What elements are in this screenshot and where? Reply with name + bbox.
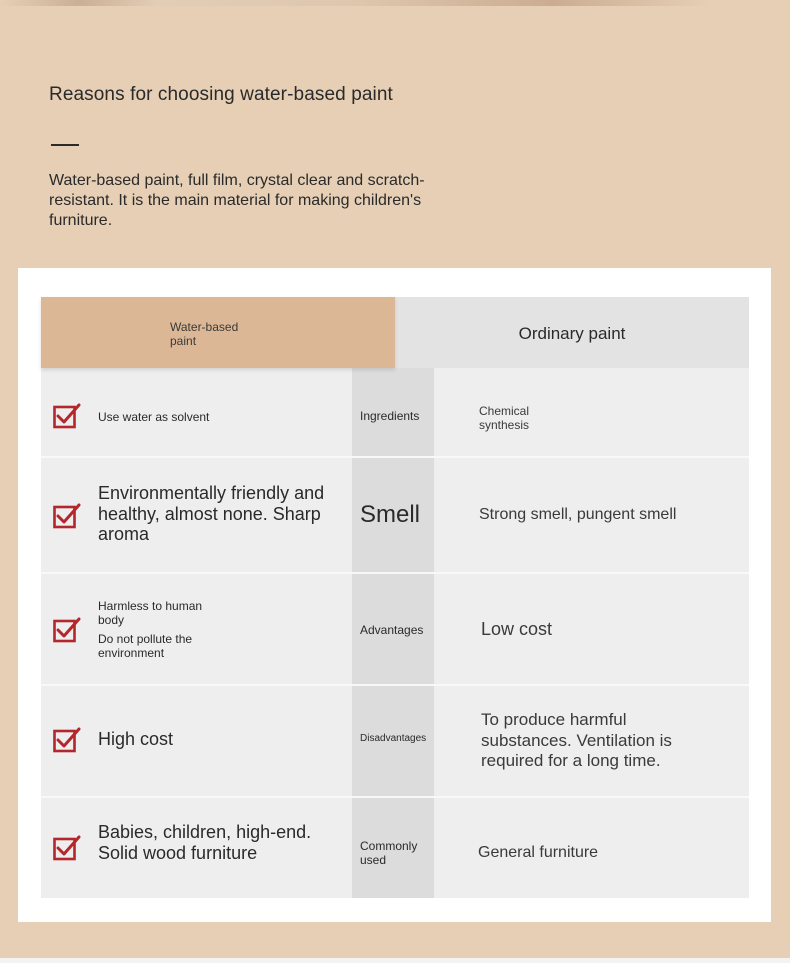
ordinary-cell: Strong smell, pungent smell — [479, 506, 677, 523]
table-row — [41, 574, 749, 686]
table-row — [41, 686, 749, 798]
water-based-cell: High cost — [98, 729, 174, 749]
water-based-cell-secondary: Do not pollute the environment — [98, 632, 193, 660]
checkbox-checked-icon — [53, 835, 81, 861]
water-based-cell: Harmless to human body — [98, 599, 203, 627]
table-row — [41, 458, 749, 574]
header-water-based — [41, 297, 395, 368]
table-row — [41, 798, 749, 898]
checkbox-checked-icon — [53, 403, 81, 429]
checkbox-checked-icon — [53, 727, 81, 753]
category-cell: Disadvantages — [360, 733, 427, 744]
category-cell: Smell — [360, 501, 421, 528]
ordinary-cell: General furniture — [478, 844, 599, 861]
checkbox-checked-icon — [53, 503, 81, 529]
water-based-cell: Environmentally friendly and healthy, almost none. Sharp aroma — [98, 483, 325, 544]
water-based-cell: Babies, children, high-end. Solid wood furniture — [98, 822, 312, 863]
category-cell: Advantages — [360, 623, 424, 637]
heading-divider — [51, 144, 79, 146]
category-cell: Ingredients — [360, 409, 420, 423]
table-row — [41, 368, 749, 458]
ordinary-cell: Chemical synthesis — [479, 404, 530, 432]
header-ordinary-paint — [395, 297, 749, 368]
checkbox-checked-icon — [53, 617, 81, 643]
header-ordinary-label: Ordinary paint — [518, 324, 626, 343]
page-heading: Reasons for choosing water-based paint — [49, 84, 393, 105]
ordinary-cell: To produce harmful substances. Ventilation is required for a long time. — [481, 710, 672, 770]
intro-text: Water-based paint, full film, crystal clear and scratch-resistant. It is the main material for making children's furniture. — [49, 172, 425, 229]
header-water-label: Water-based paint — [170, 320, 239, 348]
water-based-cell: Use water as solvent — [98, 410, 210, 424]
bottom-strip — [0, 958, 790, 963]
category-cell: Commonly used — [360, 839, 418, 867]
ordinary-cell: Low cost — [481, 619, 553, 639]
top-decorative-strip — [0, 0, 790, 6]
